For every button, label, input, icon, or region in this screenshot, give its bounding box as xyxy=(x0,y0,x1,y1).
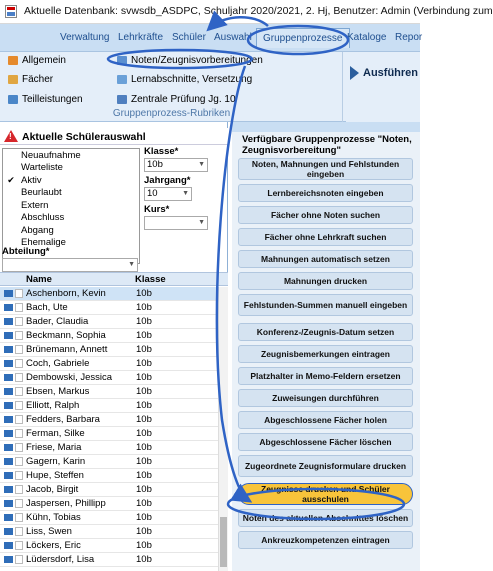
cell-klasse: 10b xyxy=(136,428,152,439)
cell-klasse: 10b xyxy=(136,358,152,369)
row-indicator-icon xyxy=(4,458,13,465)
process-panel-title: Verfügbare Gruppenprozesse "Noten, Zeugnisvorbereitung" xyxy=(242,134,412,156)
chevron-down-icon: ▼ xyxy=(182,190,189,197)
cell-klasse: 10b xyxy=(136,512,152,523)
process-button[interactable]: Mahnungen automatisch setzen xyxy=(238,250,413,268)
process-button[interactable]: Zugeordnete Zeugnisformulare drucken xyxy=(238,455,413,477)
table-row[interactable] xyxy=(0,525,218,539)
row-checkbox[interactable] xyxy=(15,331,23,340)
checkbox[interactable] xyxy=(6,200,16,210)
row-indicator-icon xyxy=(4,416,13,423)
cell-klasse: 10b xyxy=(136,344,152,355)
column-header-name[interactable]: Name xyxy=(26,274,52,285)
row-indicator-icon xyxy=(4,290,13,297)
chevron-down-icon: ▼ xyxy=(198,161,205,168)
row-indicator-icon xyxy=(4,346,13,353)
row-checkbox[interactable] xyxy=(15,471,23,480)
table-row[interactable] xyxy=(0,301,218,315)
row-checkbox[interactable] xyxy=(15,541,23,550)
chevron-down-icon: ▼ xyxy=(198,219,205,226)
run-button[interactable]: Ausführen xyxy=(350,66,418,80)
cell-name: Aschenborn, Kevin xyxy=(26,288,106,299)
status-item-ehemalige[interactable]: Ehemalige xyxy=(3,237,139,250)
row-checkbox[interactable] xyxy=(15,485,23,494)
klasse-label: Klasse* xyxy=(144,146,179,157)
scrollbar-thumb[interactable] xyxy=(220,517,227,567)
status-item-beurlaubt[interactable]: Beurlaubt xyxy=(3,187,139,200)
ribbon xyxy=(0,52,420,122)
row-checkbox[interactable] xyxy=(15,443,23,452)
menu-gruppenprozesse[interactable]: Gruppenprozesse xyxy=(256,28,350,48)
jahrgang-label: Jahrgang* xyxy=(144,175,191,186)
table-row[interactable] xyxy=(0,371,218,385)
status-item-warteliste[interactable]: Warteliste xyxy=(3,162,139,175)
table-row[interactable] xyxy=(0,553,218,567)
cell-klasse: 10b xyxy=(136,456,152,467)
row-indicator-icon xyxy=(4,304,13,311)
cell-name: Beckmann, Sophia xyxy=(26,330,106,341)
table-row[interactable] xyxy=(0,287,218,301)
left-panel xyxy=(0,122,228,571)
cell-name: Ferman, Silke xyxy=(26,428,85,439)
row-checkbox[interactable] xyxy=(15,373,23,382)
title-bar xyxy=(0,0,493,24)
cell-klasse: 10b xyxy=(136,288,152,299)
menu-reporting[interactable]: Repor xyxy=(395,32,423,43)
row-checkbox[interactable] xyxy=(15,527,23,536)
row-indicator-icon xyxy=(4,556,13,563)
status-item-extern[interactable]: Extern xyxy=(3,199,139,212)
process-button[interactable]: Ankreuzkompetenzen eintragen xyxy=(238,531,413,549)
cell-name: Liss, Swen xyxy=(26,526,72,537)
ribbon-allgemein-button[interactable]: Allgemein xyxy=(8,55,66,66)
process-button[interactable]: Abgeschlossene Fächer holen xyxy=(238,411,413,429)
row-checkbox[interactable] xyxy=(15,303,23,312)
allgemein-icon xyxy=(8,56,18,65)
cell-klasse: 10b xyxy=(136,414,152,425)
process-button[interactable]: Fächer ohne Lehrkraft suchen xyxy=(238,228,413,246)
run-area xyxy=(346,52,420,122)
abteilung-select[interactable] xyxy=(2,258,138,272)
process-button[interactable]: Lernbereichsnoten eingeben xyxy=(238,184,413,202)
cell-klasse: 10b xyxy=(136,442,152,453)
row-checkbox[interactable] xyxy=(15,359,23,368)
cell-klasse: 10b xyxy=(136,386,152,397)
row-checkbox[interactable] xyxy=(15,317,23,326)
cell-name: Brünemann, Annett xyxy=(26,344,108,355)
abteilung-label: Abteilung* xyxy=(2,246,50,257)
table-row[interactable] xyxy=(0,483,218,497)
ribbon-teilleistungen-button[interactable]: Teilleistungen xyxy=(8,94,83,105)
cell-name: Friese, Maria xyxy=(26,442,82,453)
process-button[interactable]: Noten des aktuellen Abschnittes löschen xyxy=(238,509,413,527)
cell-klasse: 10b xyxy=(136,470,152,481)
menu-kataloge[interactable]: Kataloge xyxy=(347,32,387,43)
process-button[interactable]: Zeugnisbemerkungen eintragen xyxy=(238,345,413,363)
faecher-icon xyxy=(8,75,18,84)
cell-name: Lüdersdorf, Lisa xyxy=(26,554,95,565)
cell-name: Coch, Gabriele xyxy=(26,358,90,369)
process-button[interactable]: Abgeschlossene Fächer löschen xyxy=(238,433,413,451)
checkbox[interactable] xyxy=(6,150,16,160)
process-panel xyxy=(232,122,420,571)
cell-klasse: 10b xyxy=(136,484,152,495)
row-indicator-icon xyxy=(4,528,13,535)
row-indicator-icon xyxy=(4,444,13,451)
row-indicator-icon xyxy=(4,542,13,549)
cell-klasse: 10b xyxy=(136,302,152,313)
ribbon-group-rubriken xyxy=(0,52,343,122)
noten-icon xyxy=(117,56,127,65)
table-row[interactable] xyxy=(0,315,218,329)
cell-klasse: 10b xyxy=(136,330,152,341)
process-button[interactable]: Konferenz-/Zeugnis-Datum setzen xyxy=(238,323,413,341)
kurs-select[interactable] xyxy=(144,216,208,230)
table-row[interactable] xyxy=(0,427,218,441)
selection-title: Aktuelle Schülerauswahl xyxy=(22,131,146,143)
row-indicator-icon xyxy=(4,360,13,367)
student-grid xyxy=(0,272,228,571)
table-row[interactable] xyxy=(0,441,218,455)
checkbox[interactable] xyxy=(6,225,16,235)
table-row[interactable] xyxy=(0,329,218,343)
lernabschnitte-icon xyxy=(117,75,127,84)
cell-name: Gagern, Karin xyxy=(26,456,86,467)
table-row[interactable] xyxy=(0,455,218,469)
cell-name: Fedders, Barbara xyxy=(26,414,100,425)
row-indicator-icon xyxy=(4,514,13,521)
checkmark-icon[interactable] xyxy=(6,175,16,185)
row-indicator-icon xyxy=(4,402,13,409)
row-indicator-icon xyxy=(4,472,13,479)
process-button[interactable]: Mahnungen drucken xyxy=(238,272,413,290)
status-item-neuaufnahme[interactable]: Neuaufnahme xyxy=(3,149,139,162)
row-checkbox[interactable] xyxy=(15,401,23,410)
cell-klasse: 10b xyxy=(136,372,152,383)
cell-name: Kühn, Tobias xyxy=(26,512,81,523)
cell-name: Löckers, Eric xyxy=(26,540,81,551)
selection-header: ! Aktuelle Schülerauswahl xyxy=(0,128,228,145)
table-row[interactable] xyxy=(0,511,218,525)
table-row[interactable] xyxy=(0,343,218,357)
app-icon xyxy=(5,5,17,18)
menu-lehrkraefte[interactable]: Lehrkräfte xyxy=(118,32,164,43)
menu-verwaltung[interactable]: Verwaltung xyxy=(60,32,110,43)
process-button[interactable]: Fächer ohne Noten suchen xyxy=(238,206,413,224)
process-button[interactable]: Zeugnisse drucken und Schüler ausschulen xyxy=(238,483,413,505)
cell-name: Jacob, Birgit xyxy=(26,484,79,495)
table-row[interactable] xyxy=(0,399,218,413)
row-indicator-icon xyxy=(4,388,13,395)
cell-klasse: 10b xyxy=(136,540,152,551)
menu-bar xyxy=(0,24,423,52)
row-checkbox[interactable] xyxy=(15,513,23,522)
status-item-abschluss[interactable]: Abschluss xyxy=(3,212,139,225)
cell-klasse: 10b xyxy=(136,400,152,411)
kurs-label: Kurs* xyxy=(144,204,170,215)
process-button[interactable]: Zuweisungen durchführen xyxy=(238,389,413,407)
ribbon-lernabschnitte-button[interactable]: Lernabschnitte, Versetzung xyxy=(117,74,252,85)
row-indicator-icon xyxy=(4,318,13,325)
row-indicator-icon xyxy=(4,332,13,339)
table-row[interactable] xyxy=(0,357,218,371)
row-checkbox[interactable] xyxy=(15,387,23,396)
process-button[interactable]: Platzhalter in Memo-Feldern ersetzen xyxy=(238,367,413,385)
row-checkbox[interactable] xyxy=(15,457,23,466)
row-checkbox[interactable] xyxy=(15,289,23,298)
row-checkbox[interactable] xyxy=(15,429,23,438)
cell-name: Bach, Ute xyxy=(26,302,68,313)
jahrgang-select[interactable]: 10 ▼ xyxy=(144,187,192,201)
ribbon-noten-zeugnis-button[interactable]: Noten/Zeugnisvorbereitungen xyxy=(117,55,263,66)
row-checkbox[interactable] xyxy=(15,499,23,508)
cell-klasse: 10b xyxy=(136,498,152,509)
grid-scrollbar[interactable] xyxy=(218,287,228,571)
row-checkbox[interactable] xyxy=(15,555,23,564)
row-indicator-icon xyxy=(4,500,13,507)
checkbox[interactable] xyxy=(6,213,16,223)
ribbon-zentrale-pruefung-button[interactable]: Zentrale Prüfung Jg. 10 xyxy=(117,94,236,105)
process-button[interactable]: Noten, Mahnungen und Fehlstunden eingeben xyxy=(238,158,413,180)
checkbox[interactable] xyxy=(6,188,16,198)
cell-klasse: 10b xyxy=(136,526,152,537)
cell-name: Jaspersen, Phillipp xyxy=(26,498,106,509)
table-row[interactable] xyxy=(0,469,218,483)
table-row[interactable] xyxy=(0,385,218,399)
row-indicator-icon xyxy=(4,374,13,381)
menu-auswahl[interactable]: Auswahl xyxy=(214,32,252,43)
cell-name: Bader, Claudia xyxy=(26,316,89,327)
chevron-down-icon: ▼ xyxy=(128,261,135,268)
table-row[interactable] xyxy=(0,413,218,427)
teilleistungen-icon xyxy=(8,95,18,104)
cell-name: Elliott, Ralph xyxy=(26,400,80,411)
cell-klasse: 10b xyxy=(136,554,152,565)
checkbox[interactable] xyxy=(6,163,16,173)
klasse-select[interactable]: 10b ▼ xyxy=(144,158,208,172)
column-header-klasse[interactable]: Klasse xyxy=(135,274,166,285)
status-item-aktiv[interactable]: ✔ Aktiv xyxy=(3,174,139,187)
table-row[interactable] xyxy=(0,539,218,553)
process-button[interactable]: Fehlstunden-Summen manuell eingeben xyxy=(238,294,413,316)
row-indicator-icon xyxy=(4,486,13,493)
cell-name: Ebsen, Markus xyxy=(26,386,90,397)
table-row[interactable] xyxy=(0,497,218,511)
window-title: Aktuelle Datenbank: svwsdb_ASDPC, Schuljahr 2020/2021, 2. Hj, Benutzer: Admin (Verbindung zum xyxy=(24,5,493,17)
cell-klasse: 10b xyxy=(136,316,152,327)
grid-header xyxy=(0,272,228,286)
ribbon-faecher-button[interactable]: Fächer xyxy=(8,74,53,85)
cell-name: Hupe, Steffen xyxy=(26,470,84,481)
menu-schueler[interactable]: Schüler xyxy=(172,32,206,43)
row-indicator-icon xyxy=(4,430,13,437)
ribbon-group-caption: Gruppenprozess-Rubriken xyxy=(112,108,231,119)
pruefung-icon xyxy=(117,95,127,104)
row-checkbox[interactable] xyxy=(15,415,23,424)
play-icon xyxy=(350,66,359,80)
row-checkbox[interactable] xyxy=(15,345,23,354)
status-item-abgang[interactable]: Abgang xyxy=(3,224,139,237)
cell-name: Dembowski, Jessica xyxy=(26,372,113,383)
